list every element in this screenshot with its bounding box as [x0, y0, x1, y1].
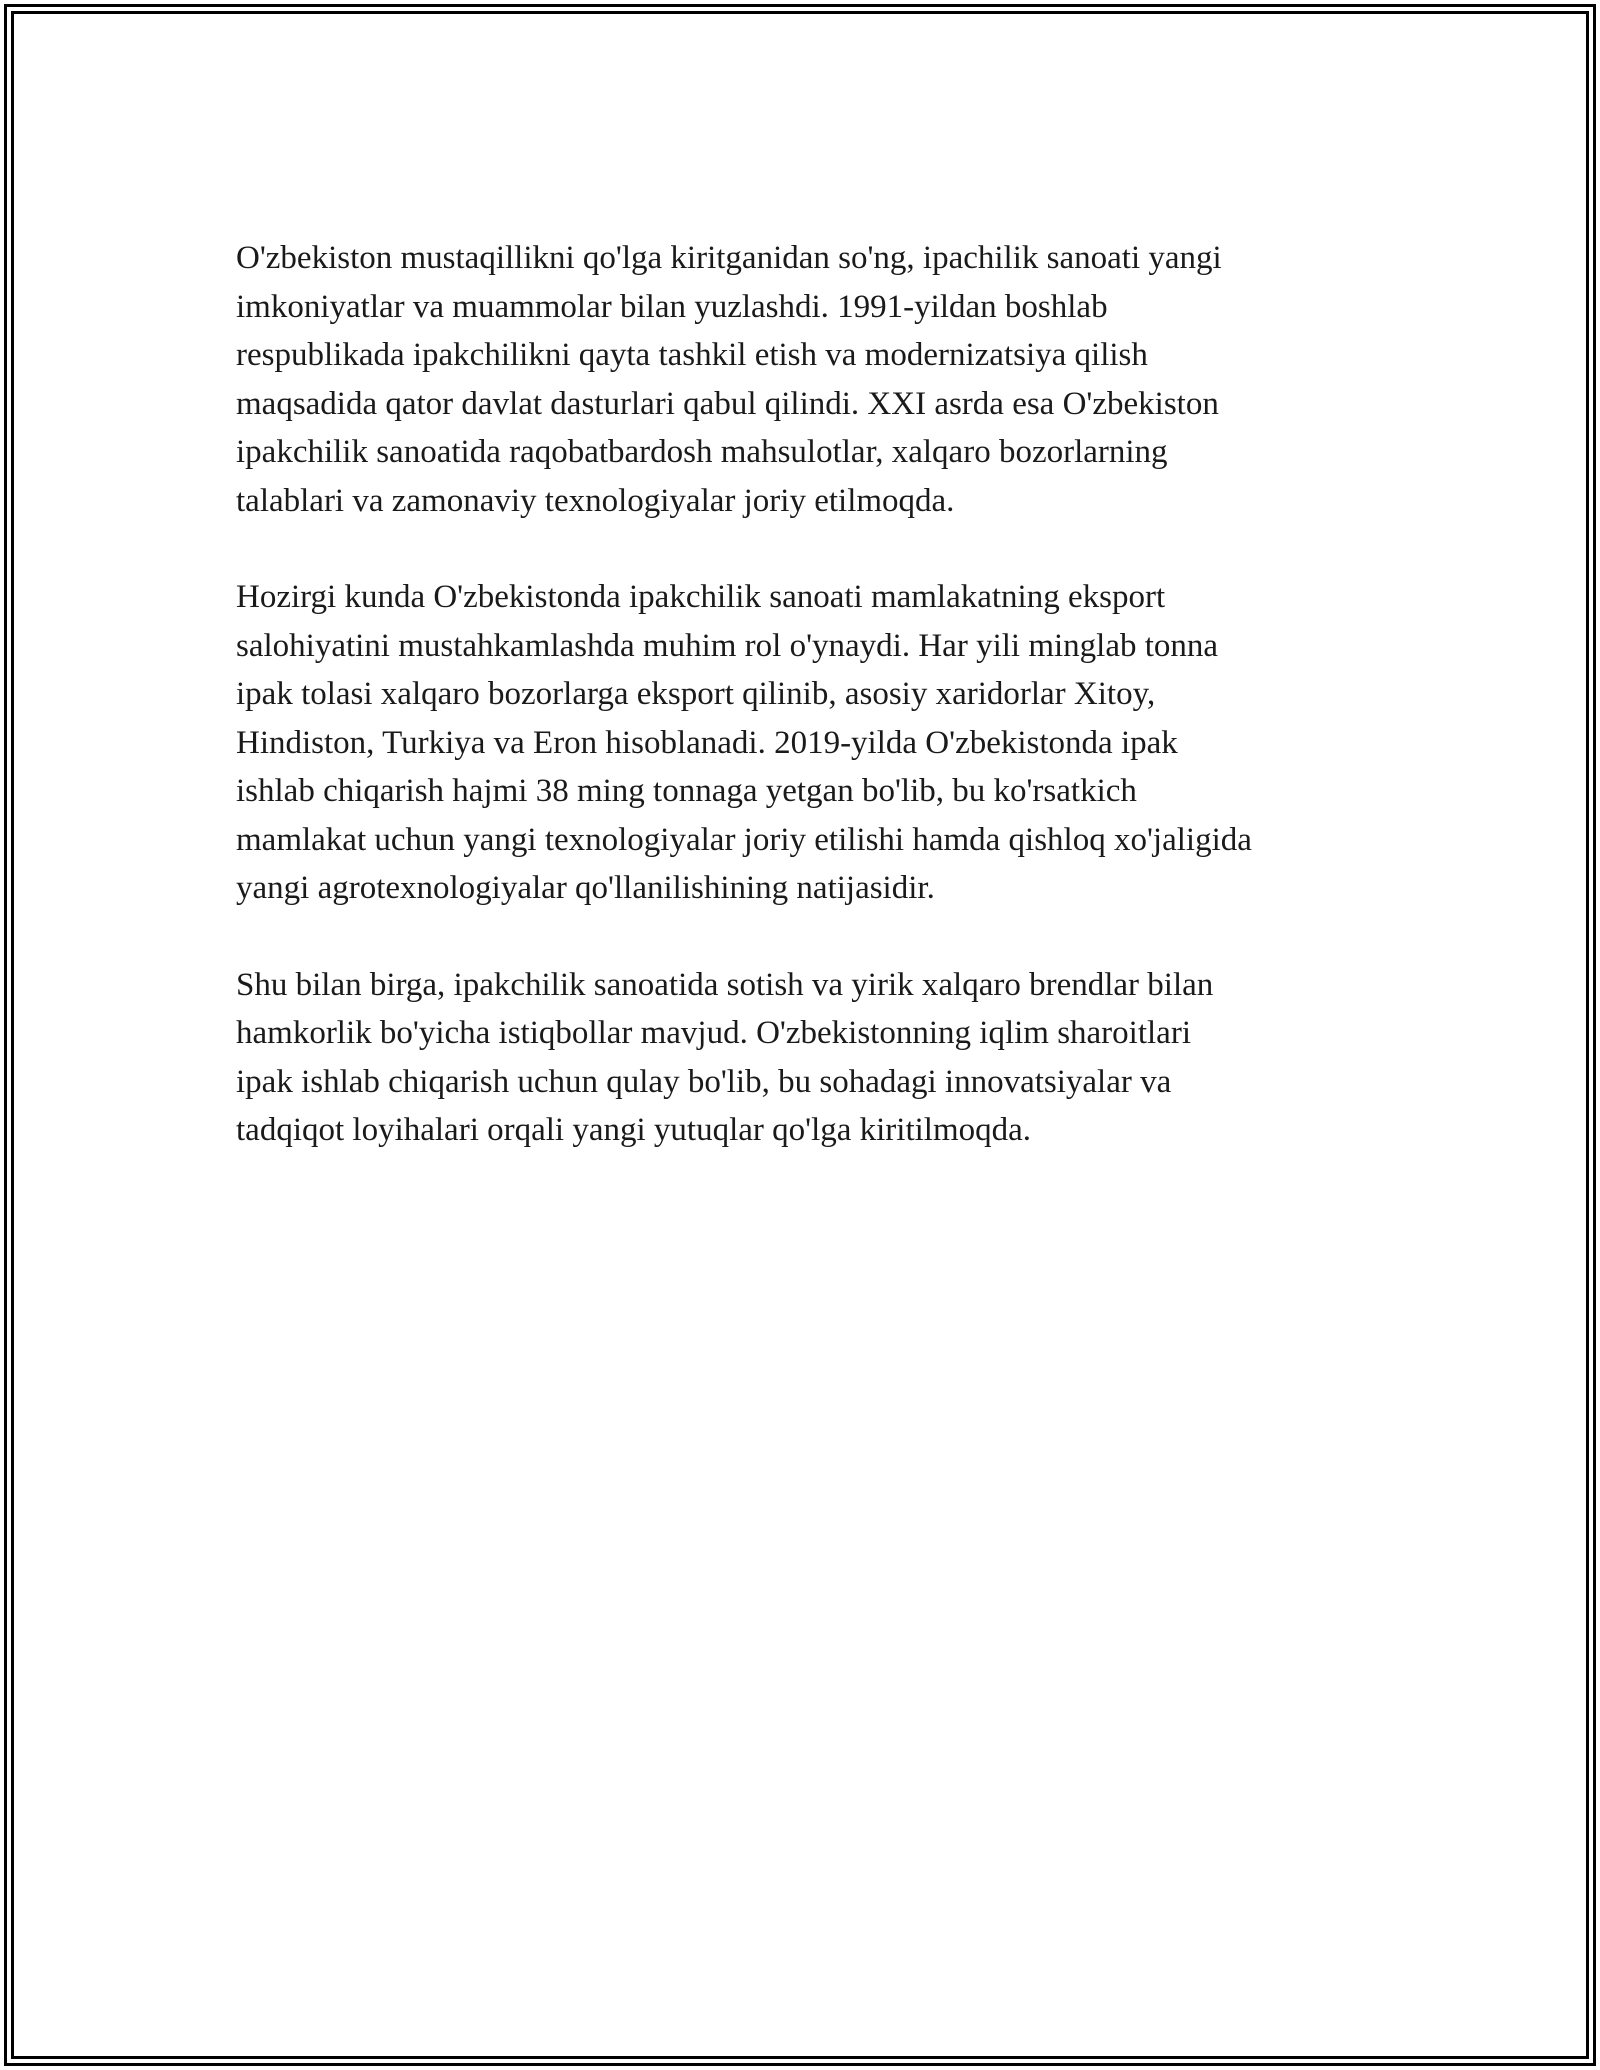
paragraph-3 — [236, 961, 1396, 1155]
paragraph-line: ipakchilik sanoatida raqobatbardosh mahsulotlar, xalqaro bozorlarning — [236, 434, 1168, 470]
paragraph-line: respublikada ipakchilikni qayta tashkil etish va modernizatsiya qilish — [236, 337, 1148, 373]
paragraph-line: Hindiston, Turkiya va Eron hisoblanadi. 2019-yilda O'zbekistonda ipak — [236, 724, 1178, 761]
paragraph-line: yangi agrotexnologiyalar qo'llanilishining natijasidir. — [236, 870, 935, 906]
paragraph-line: ipak tolasi xalqaro bozorlarga eksport qilinib, asosiy xaridorlar Xitoy, — [236, 676, 1156, 712]
paragraph-line: salohiyatini mustahkamlashda muhim rol o'ynaydi. Har yili minglab tonna — [236, 627, 1219, 664]
paragraph-line: ishlab chiqarish hajmi 38 ming tonnaga yetgan bo'lib, bu ko'rsatkich — [236, 773, 1137, 809]
paragraph-line: imkoniyatlar va muammolar bilan yuzlashdi. 1991-yildan boshlab — [236, 288, 1108, 325]
paragraph-line: ipak ishlab chiqarish uchun qulay bo'lib, bu sohadagi innovatsiyalar va — [236, 1063, 1172, 1100]
paragraph-line: hamkorlik bo'yicha istiqbollar mavjud. O'zbekistonning iqlim sharoitlari — [236, 1015, 1191, 1051]
document-body — [236, 234, 1396, 1203]
paragraph-line: mamlakat uchun yangi texnologiyalar joriy etilishi hamda qishloq xo'jaligida — [236, 821, 1252, 858]
paragraph-1 — [236, 234, 1396, 525]
paragraph-line: maqsadida qator davlat dasturlari qabul qilindi. XXI asrda esa O'zbekiston — [236, 385, 1219, 422]
paragraph-line: talablari va zamonaviy texnologiyalar joriy etilmoqda. — [236, 482, 955, 519]
paragraph-line: tadqiqot loyihalari orqali yangi yutuqlar qo'lga kiritilmoqda. — [236, 1112, 1032, 1148]
paragraph-line: Shu bilan birga, ipakchilik sanoatida sotish va yirik xalqaro brendlar bilan — [236, 966, 1214, 1003]
paragraph-line: Hozirgi kunda O'zbekistonda ipakchilik sanoati mamlakatning eksport — [236, 579, 1166, 615]
paragraph-line: O'zbekiston mustaqillikni qo'lga kiritganidan so'ng, ipachilik sanoati yangi — [236, 240, 1222, 276]
paragraph-2 — [236, 573, 1396, 913]
